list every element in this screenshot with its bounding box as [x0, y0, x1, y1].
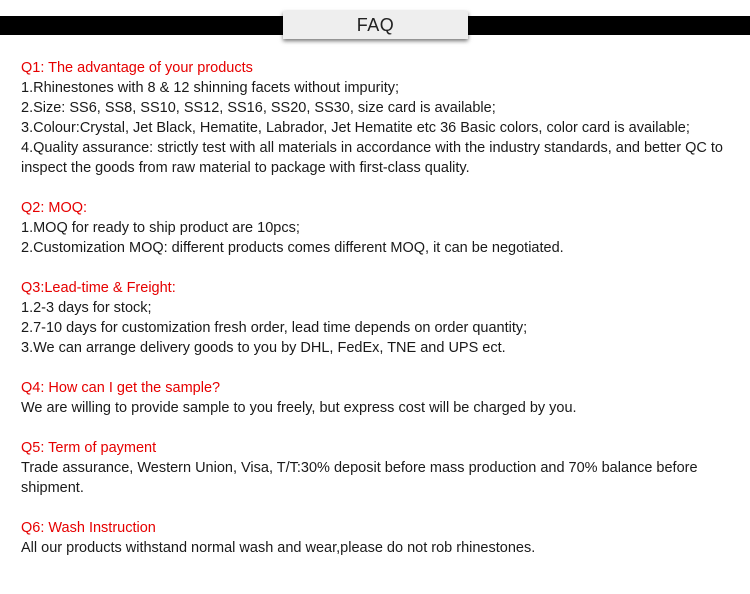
question-q2: Q2: MOQ:: [21, 200, 88, 216]
faq-item-q5: [21, 438, 741, 498]
answer-line: 1.Rhinestones with 8 & 12 shinning facets without impurity;: [21, 80, 400, 96]
answer-line: 2.Size: SS6, SS8, SS10, SS12, SS16, SS20, SS30, size card is available;: [21, 100, 496, 116]
question-q1: Q1: The advantage of your products: [21, 60, 253, 76]
answer-line: 4.Quality assurance: strictly test with all materials in accordance with the industry standards, and better QC to inspect the goods from raw material to package with first-class quality.: [21, 140, 723, 176]
answer-line: 3.We can arrange delivery goods to you by DHL, FedEx, TNE and UPS ect.: [21, 340, 506, 356]
faq-header: [0, 0, 750, 50]
answer-line: All our products withstand normal wash and wear,please do not rob rhinestones.: [21, 540, 536, 556]
answer-line: We are willing to provide sample to you freely, but express cost will be charged by you.: [21, 400, 577, 416]
answer-line: 3.Colour:Crystal, Jet Black, Hematite, Labrador, Jet Hematite etc 36 Basic colors, color card is available;: [21, 120, 690, 136]
question-q4: Q4: How can I get the sample?: [21, 380, 221, 396]
answer-line: 1.2-3 days for stock;: [21, 300, 152, 316]
faq-item-q4: [21, 378, 741, 418]
question-q6: Q6: Wash Instruction: [21, 520, 156, 536]
question-q3: Q3:Lead-time & Freight:: [21, 280, 176, 296]
faq-list: [21, 58, 741, 578]
answer-line: Trade assurance, Western Union, Visa, T/T:30% deposit before mass production and 70% balance before shipment.: [21, 460, 698, 496]
faq-item-q1: [21, 58, 741, 178]
faq-item-q6: [21, 518, 741, 558]
answer-line: 2.Customization MOQ: different products comes different MOQ, it can be negotiated.: [21, 240, 564, 256]
faq-title: FAQ: [283, 11, 468, 39]
answer-line: 1.MOQ for ready to ship product are 10pcs;: [21, 220, 300, 236]
question-q5: Q5: Term of payment: [21, 440, 157, 456]
faq-item-q3: [21, 278, 741, 358]
faq-item-q2: [21, 198, 741, 258]
answer-line: 2.7-10 days for customization fresh order, lead time depends on order quantity;: [21, 320, 528, 336]
